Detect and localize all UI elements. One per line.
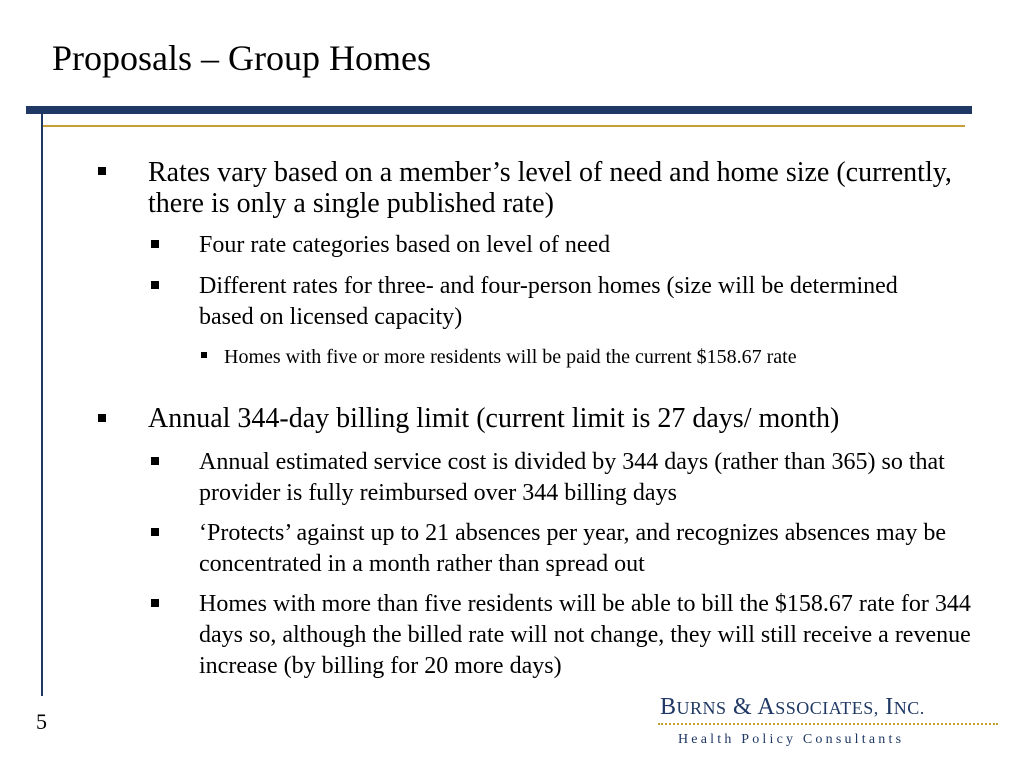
company-name: BURNS & ASSOCIATES, INC. bbox=[660, 694, 925, 720]
bullet-1-2-text: Different rates for three- and four-person homes (size will be determined based on licensed capacity) bbox=[199, 273, 898, 330]
bullet-1-text: Rates vary based on a member’s level of need and home size (currently, there is only a single published rate) bbox=[148, 157, 952, 219]
company-tagline: Health Policy Consultants bbox=[678, 732, 905, 747]
title-underline-bar bbox=[26, 106, 972, 114]
bullet-1-1-text: Four rate categories based on level of need bbox=[199, 232, 611, 258]
bullet-marker bbox=[201, 352, 207, 358]
page-number: 5 bbox=[36, 709, 47, 734]
bullet-marker bbox=[98, 414, 106, 422]
bullet-marker bbox=[98, 167, 106, 175]
left-vertical-rule bbox=[41, 114, 43, 696]
bullet-marker bbox=[151, 599, 159, 607]
bullet-2-2-text: ‘Protects’ against up to 21 absences per year, and recognizes absences may be concentrated in a month rather than spread out bbox=[199, 520, 946, 577]
bullet-1-2-1-text: Homes with five or more residents will be paid the current $158.67 rate bbox=[224, 346, 797, 368]
bullet-marker bbox=[151, 457, 159, 465]
title-underline-rule bbox=[43, 125, 965, 127]
bullet-2-text: Annual 344-day billing limit (current limit is 27 days/ month) bbox=[148, 403, 840, 434]
company-logo-name bbox=[660, 693, 925, 722]
slide-title: Proposals – Group Homes bbox=[52, 38, 431, 78]
bullet-2-3-text: Homes with more than five residents will be able to bill the $158.67 rate for 344 days so, although the billed rate will not change, they will still receive a revenue increase (by billing for 20 more days) bbox=[199, 591, 971, 679]
bullet-marker bbox=[151, 240, 159, 248]
bullet-marker bbox=[151, 528, 159, 536]
logo-divider bbox=[658, 723, 998, 725]
bullet-marker bbox=[151, 281, 159, 289]
bullet-2-1-text: Annual estimated service cost is divided by 344 days (rather than 365) so that provider is fully reimbursed over 344 billing days bbox=[199, 449, 945, 506]
